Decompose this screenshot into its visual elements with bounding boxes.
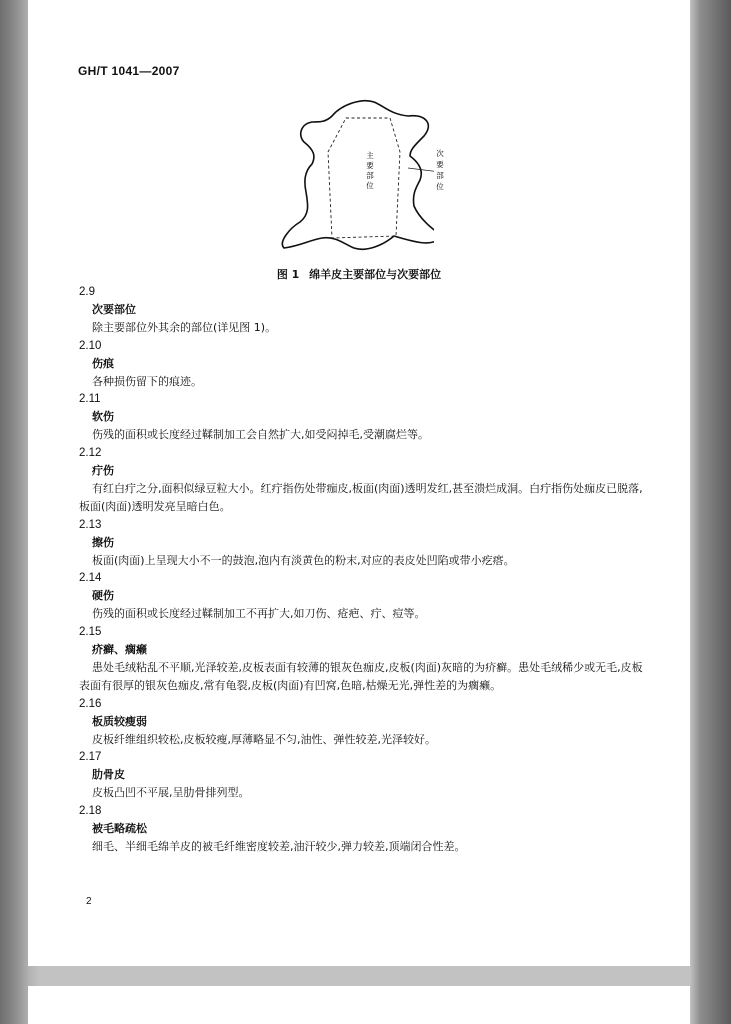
clause-definition: 患处毛绒粘乱不平顺,光泽较差,皮板表面有较薄的银灰色痂皮,皮板(肉面)灰暗的为疥癣。患处毛绒稀少或无毛,皮板表面有很厚的银灰色痂皮,常有龟裂,皮板(肉面)有凹窝,色暗,枯燥无光,弹性差的为瘸癞。 — [79, 660, 643, 692]
clause-term: 肋骨皮 — [92, 768, 125, 781]
clause-definition: 细毛、半细毛绵羊皮的被毛纤维密度较差,油汗较少,弹力较差,顶端闭合性差。 — [92, 839, 466, 853]
clause-term: 次要部位 — [92, 303, 136, 316]
main-part-label-1: 主 — [366, 151, 374, 160]
clause-definition: 皮板纤维组织较松,皮板较瘦,厚薄略显不匀,油性、弹性较差,光泽较好。 — [92, 732, 436, 746]
clause-definition: 有红白疔之分,面积似绿豆粒大小。红疔指伤处带痂皮,板面(肉面)透明发红,甚至溃烂成洞。白疔指伤处痂皮已脱落,板面(肉面)透明发亮呈暗白色。 — [79, 481, 643, 513]
secondary-part-label-3: 部 — [436, 171, 444, 180]
standard-code-header: GH/T 1041—2007 — [78, 64, 180, 78]
section-2-18 — [79, 803, 649, 857]
clause-term: 伤痕 — [92, 356, 114, 370]
clause-number: 2.12 — [79, 446, 102, 459]
clause-definition: 伤残的面积或长度经过鞣制加工会自然扩大,如受闷掉毛,受潮腐烂等。 — [92, 428, 429, 441]
section-2-16 — [79, 696, 649, 750]
definitions-list — [79, 284, 649, 856]
clause-number: 2.14 — [79, 572, 102, 584]
next-page-edge — [28, 986, 690, 1024]
clause-definition: 除主要部位外其余的部位(详见图 1)。 — [92, 321, 277, 334]
sheepskin-outline — [282, 101, 434, 249]
clause-definition: 板面(肉面)上呈现大小不一的鼓泡,泡内有淡黄色的粉末,对应的表皮处凹陷或带小疙瘩。 — [92, 553, 515, 567]
figure-caption — [28, 266, 690, 282]
section-2-14 — [79, 570, 649, 624]
main-part-region — [328, 118, 400, 238]
main-part-label-2: 要 — [366, 161, 374, 170]
figure-caption-text: 绵羊皮主要部位与次要部位 — [309, 268, 442, 281]
clause-number: 2.15 — [79, 625, 102, 638]
section-2-13 — [79, 517, 649, 571]
main-part-label-4: 位 — [366, 181, 374, 190]
clause-term: 疥癣、瘸癞 — [92, 642, 147, 656]
secondary-part-label-1: 次 — [436, 149, 444, 158]
section-2-10 — [79, 338, 649, 392]
secondary-part-label-4: 位 — [436, 182, 444, 191]
clause-definition: 伤残的面积或长度经过鞣制加工不再扩大,如刀伤、疮疤、疔、痘等。 — [92, 607, 426, 620]
clause-term: 被毛略疏松 — [92, 821, 147, 835]
clause-number: 2.17 — [79, 751, 102, 763]
clause-number: 2.18 — [79, 804, 102, 817]
section-2-15 — [79, 624, 649, 696]
section-2-17 — [79, 749, 649, 803]
clause-definition: 皮板凸凹不平展,呈肋骨排列型。 — [92, 786, 250, 799]
clause-term: 擦伤 — [92, 535, 114, 549]
clause-number: 2.10 — [79, 339, 102, 352]
page-number: 2 — [86, 896, 92, 907]
clause-number: 2.9 — [79, 286, 95, 298]
clause-number: 2.13 — [79, 518, 102, 531]
clause-term: 疔伤 — [92, 463, 114, 477]
sheepskin-figure — [274, 96, 434, 254]
clause-term: 硬伤 — [92, 589, 114, 602]
section-2-12 — [79, 445, 649, 517]
document-page — [28, 0, 690, 966]
clause-number: 2.16 — [79, 697, 102, 710]
section-2-11 — [79, 391, 649, 445]
figure-caption-number: 图 1 — [276, 268, 300, 281]
secondary-part-label-group — [432, 146, 456, 202]
main-part-label-3: 部 — [366, 171, 374, 180]
clause-definition: 各种损伤留下的痕迹。 — [92, 374, 202, 388]
section-2-9 — [79, 284, 649, 338]
secondary-part-label-2: 要 — [436, 160, 444, 169]
clause-term: 板质较瘦弱 — [92, 714, 147, 728]
clause-term: 软伤 — [92, 410, 114, 423]
clause-number: 2.11 — [79, 393, 101, 405]
